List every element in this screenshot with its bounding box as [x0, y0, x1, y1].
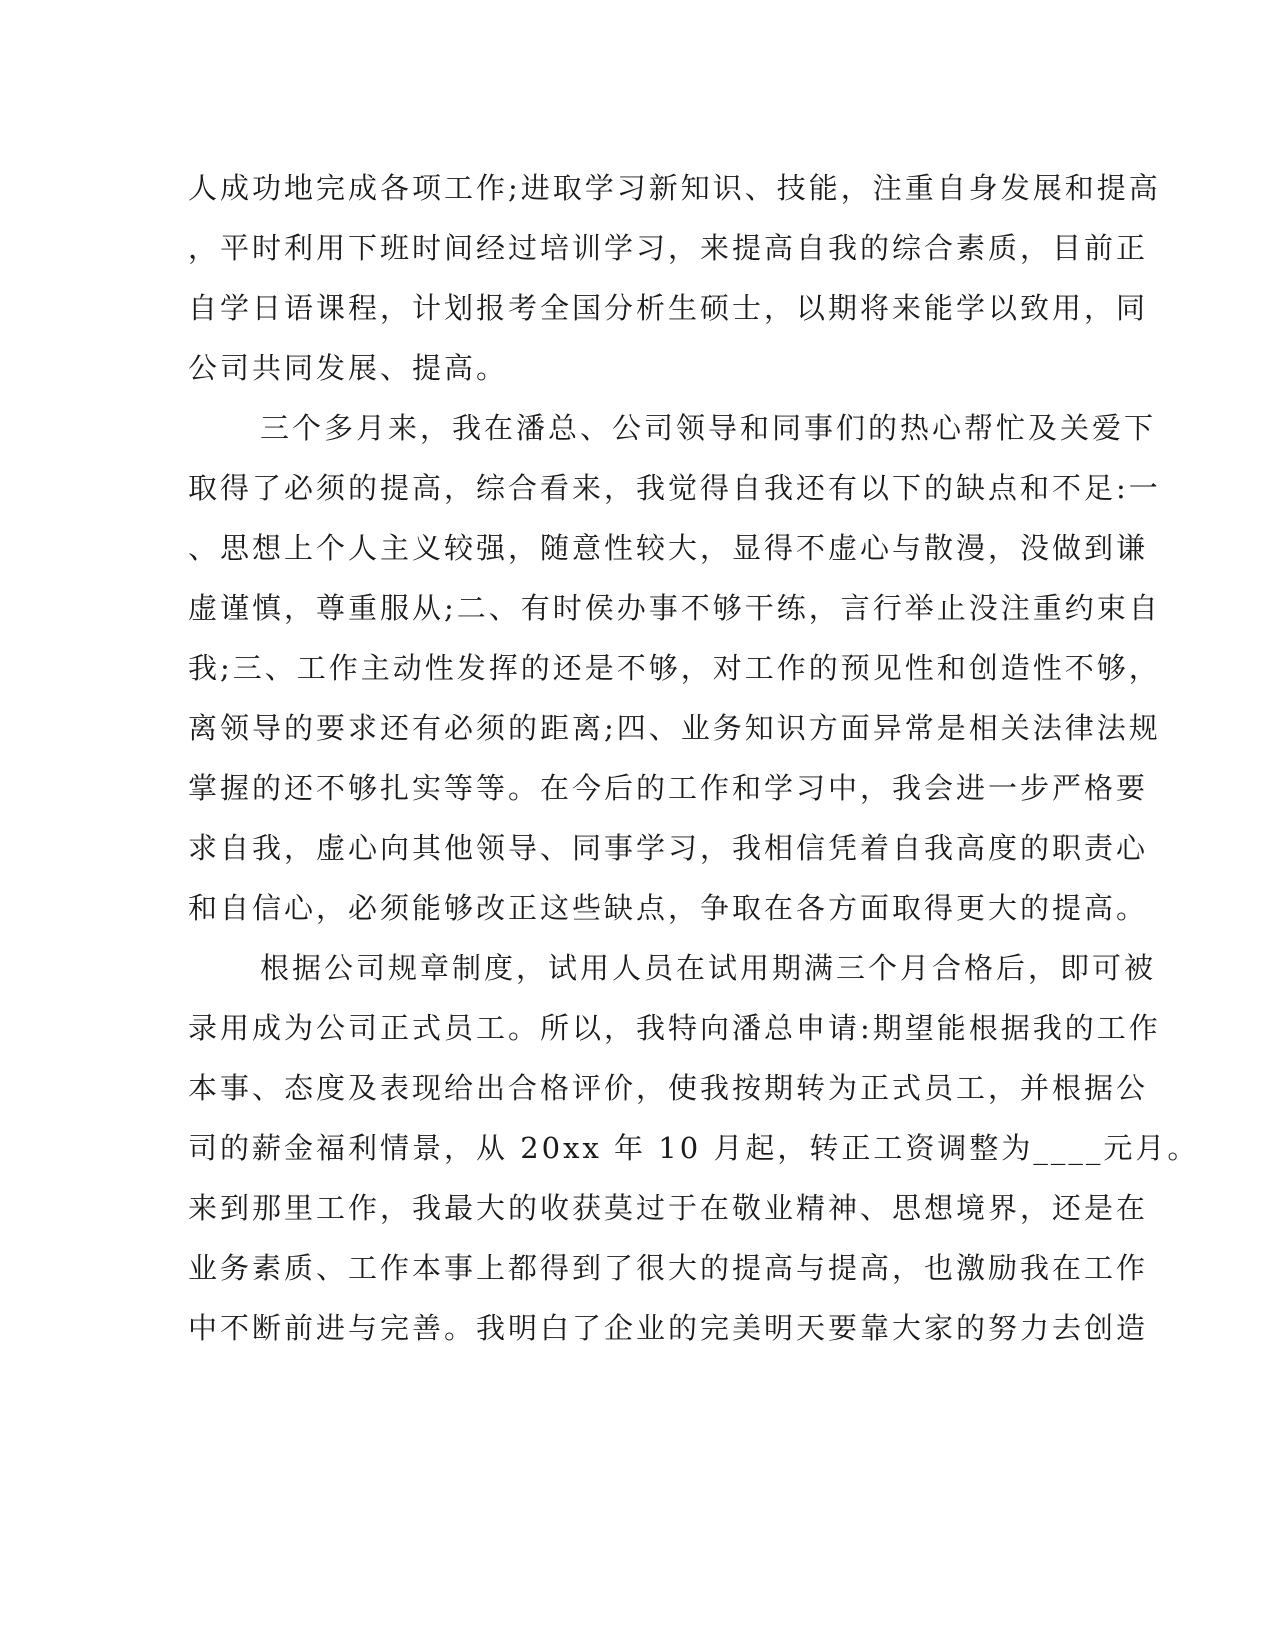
document-body — [188, 158, 1200, 1358]
paragraph-line: 虚谨慎，尊重服从;二、有时侯办事不够干练，言行举止没注重约束自 — [188, 591, 1161, 625]
paragraph-line: 和自信心，必须能够改正这些缺点，争取在各方面取得更大的提高。 — [188, 891, 1149, 925]
paragraph-line: 本事、态度及表现给出合格评价，使我按期转为正式员工，并根据公 — [188, 1071, 1149, 1105]
paragraph-line: 来到那里工作，我最大的收获莫过于在敬业精神、思想境界，还是在 — [188, 1191, 1149, 1225]
paragraph-line: 三个多月来，我在潘总、公司领导和同事们的热心帮忙及关爱下 — [260, 411, 1157, 445]
paragraph-line: 根据公司规章制度，试用人员在试用期满三个月合格后，即可被 — [260, 951, 1157, 985]
paragraph-line: 掌握的还不够扎实等等。在今后的工作和学习中，我会进一步严格要 — [188, 771, 1149, 805]
paragraph-line: ，平时利用下班时间经过培训学习，来提高自我的综合素质，目前正 — [188, 231, 1149, 265]
paragraph-line: 取得了必须的提高，综合看来，我觉得自我还有以下的缺点和不足:一 — [188, 471, 1161, 505]
paragraph-line: 求自我，虚心向其他领导、同事学习，我相信凭着自我高度的职责心 — [188, 831, 1149, 865]
paragraph-line: 人成功地完成各项工作;进取学习新知识、技能，注重自身发展和提高 — [188, 171, 1161, 205]
paragraph-line: 我;三、工作主动性发挥的还是不够，对工作的预见性和创造性不够， — [188, 651, 1161, 685]
paragraph-line: 公司共同发展、提高。 — [188, 351, 509, 385]
paragraph-line: 自学日语课程，计划报考全国分析生硕士，以期将来能学以致用，同 — [188, 291, 1149, 325]
paragraph-line: 业务素质、工作本事上都得到了很大的提高与提高，也激励我在工作 — [188, 1251, 1149, 1285]
paragraph-line: 、思想上个人主义较强，随意性较大，显得不虚心与散漫，没做到谦 — [188, 531, 1149, 565]
paragraph-line: 录用成为公司正式员工。所以，我特向潘总申请:期望能根据我的工作 — [188, 1011, 1161, 1045]
paragraph-line: 司的薪金福利情景，从 20xx 年 10 月起，转正工资调整为____元月。 — [188, 1131, 1200, 1165]
paragraph-line: 中不断前进与完善。我明白了企业的完美明天要靠大家的努力去创造 — [188, 1311, 1149, 1345]
paragraph-line: 离领导的要求还有必须的距离;四、业务知识方面异常是相关法律法规 — [188, 711, 1161, 745]
